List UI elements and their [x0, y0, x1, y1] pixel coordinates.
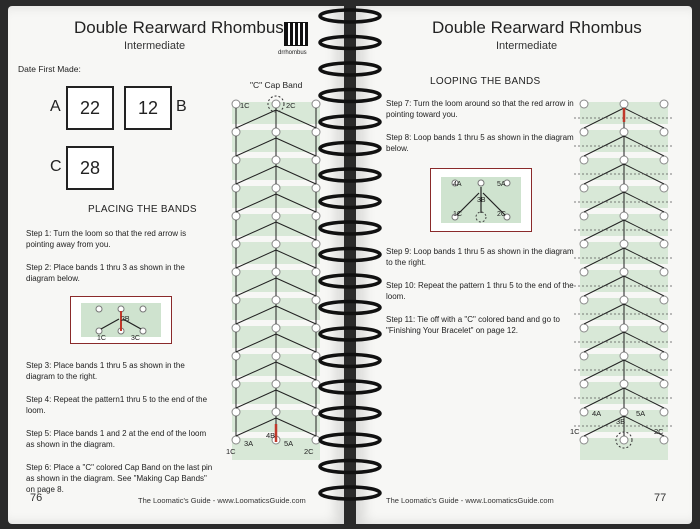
spiral-coil — [320, 143, 380, 155]
loom-peg — [620, 296, 628, 304]
loom-peg — [660, 296, 668, 304]
date-first-made-label: Date First Made: — [18, 64, 81, 74]
step-2-inset-diagram — [70, 296, 172, 344]
count-label-a: A — [50, 98, 61, 115]
diagram-bottom-label-2c: 2C — [304, 447, 314, 456]
step-8-inset-diagram — [430, 168, 532, 232]
loom-peg — [580, 380, 588, 388]
count-box-b: 12 — [124, 86, 172, 130]
loom-peg — [620, 352, 628, 360]
spiral-coil — [320, 90, 380, 102]
loom-peg — [620, 436, 628, 444]
inset-label-3b: 3B — [477, 197, 486, 204]
right-page — [356, 6, 692, 524]
loom-peg — [660, 268, 668, 276]
inset-label-2b: 2B — [121, 316, 130, 323]
step-6: Step 6: Place a "C" colored Cap Band on the last pin as shown in the diagram. See "Making Cap Bands" on page 8. — [26, 463, 213, 494]
diagram-bottom-label-3a: 3A — [244, 439, 254, 448]
loom-peg — [580, 296, 588, 304]
step-2: Step 2: Place bands 1 thru 3 as shown in the diagram below. — [26, 263, 185, 283]
loom-peg — [232, 436, 240, 444]
spiral-coil — [320, 222, 380, 234]
loom-peg — [660, 184, 668, 192]
inset-label-1c: 1C — [453, 211, 462, 218]
loom-peg — [232, 296, 240, 304]
spiral-coil — [320, 487, 380, 499]
loom-peg — [620, 324, 628, 332]
loom-peg — [232, 212, 240, 220]
loom-peg — [272, 128, 280, 136]
spiral-coil — [320, 63, 380, 75]
diagram-bottom-label-2c: 2C — [654, 427, 664, 436]
spiral-coil — [320, 169, 380, 181]
inset-label-2c: 2C — [497, 211, 506, 218]
count-label-c: C — [50, 158, 62, 175]
loom-peg — [660, 240, 668, 248]
loom-peg — [232, 268, 240, 276]
page-number: 77 — [654, 492, 667, 504]
loom-peg — [580, 324, 588, 332]
loom-peg — [272, 324, 280, 332]
loom-peg — [620, 240, 628, 248]
step-11: Step 11: Tie off with a "C" colored band and go to "Finishing Your Bracelet" on page 12. — [386, 315, 560, 335]
count-box-a: 22 — [66, 86, 114, 130]
inset-label-4a: 4A — [453, 181, 462, 188]
step-3: Step 3: Place bands 1 thru 5 as shown in the diagram to the right. — [26, 361, 185, 381]
loom-peg — [620, 100, 628, 108]
step-8: Step 8: Loop bands 1 thru 5 as shown in the diagram below. — [386, 133, 574, 153]
spiral-coil — [320, 275, 380, 287]
loom-peg — [232, 240, 240, 248]
inset-label-5a: 5A — [497, 181, 506, 188]
step-4: Step 4: Repeat the pattern1 thru 5 to the end of the loom. — [26, 395, 208, 415]
loom-peg — [272, 184, 280, 192]
spiral-binding — [316, 0, 384, 529]
loom-peg — [232, 184, 240, 192]
spiral-coil — [320, 196, 380, 208]
step-7: Step 7: Turn the loom around so that the red arrow in pointing toward you. — [386, 99, 574, 119]
placing-heading: PLACING THE BANDS — [88, 204, 197, 215]
loom-peg — [620, 128, 628, 136]
loom-peg — [660, 324, 668, 332]
spiral-coil — [320, 408, 380, 420]
loom-peg — [272, 408, 280, 416]
loom-peg — [580, 352, 588, 360]
difficulty-level: Intermediate — [124, 40, 186, 52]
page-footer: The Loomatic's Guide - www.LoomaticsGuide.com — [138, 496, 306, 505]
loom-peg — [580, 436, 588, 444]
step-1: Step 1: Turn the loom so that the red arrow is pointing away from you. — [26, 229, 187, 249]
loom-peg — [620, 408, 628, 416]
count-box-c: 28 — [66, 146, 114, 190]
loom-peg — [660, 212, 668, 220]
loom-peg — [580, 184, 588, 192]
spiral-coil — [320, 328, 380, 340]
loom-peg — [272, 156, 280, 164]
right-loom-diagram — [574, 92, 674, 472]
diagram-bottom-label-1c: 1C — [570, 427, 580, 436]
difficulty-level: Intermediate — [496, 40, 558, 52]
page-title: Double Rearward Rhombus — [432, 18, 642, 37]
loom-peg — [580, 128, 588, 136]
loom-peg — [272, 268, 280, 276]
loom-peg — [232, 156, 240, 164]
spiral-coil — [320, 249, 380, 261]
left-page — [8, 6, 344, 524]
loom-peg — [620, 380, 628, 388]
spiral-coil — [320, 434, 380, 446]
loom-peg — [580, 156, 588, 164]
diagram-bottom-label-4a: 4A — [592, 409, 602, 418]
loom-peg — [232, 128, 240, 136]
qr-code-icon — [284, 22, 308, 46]
loom-peg — [620, 156, 628, 164]
diagram-label-top-right: 2C — [286, 101, 296, 110]
loom-peg — [272, 296, 280, 304]
step-5: Step 5: Place bands 1 and 2 at the end of the loom as shown in the diagram. — [26, 429, 207, 449]
step-10: Step 10: Repeat the pattern 1 thru 5 to the end of the loom. — [386, 281, 574, 301]
loom-peg — [660, 436, 668, 444]
loom-peg — [580, 212, 588, 220]
spiral-coil — [320, 355, 380, 367]
diagram-bottom-label-5a: 5A — [636, 409, 646, 418]
loom-peg — [660, 408, 668, 416]
inset-label-1c: 1C — [97, 335, 106, 342]
diagram-bottom-label-4b: 4B — [266, 431, 276, 440]
loom-peg — [580, 240, 588, 248]
left-loom-diagram — [226, 92, 326, 472]
page-number: 76 — [30, 492, 43, 504]
loom-peg — [232, 324, 240, 332]
spiral-coil — [320, 381, 380, 393]
loom-peg — [620, 184, 628, 192]
diagram-bottom-label-5a: 5A — [284, 439, 294, 448]
loom-peg — [660, 380, 668, 388]
looping-heading: LOOPING THE BANDS — [430, 76, 541, 87]
loom-peg — [660, 156, 668, 164]
loom-peg — [232, 380, 240, 388]
loom-peg — [580, 408, 588, 416]
spiral-coil — [320, 461, 380, 473]
loom-peg — [232, 352, 240, 360]
loom-peg — [660, 352, 668, 360]
cap-band-label: "C" Cap Band — [250, 80, 303, 90]
loom-peg — [272, 380, 280, 388]
diagram-bottom-label-3b: 3B — [616, 417, 626, 426]
loom-peg — [580, 100, 588, 108]
loom-peg — [272, 240, 280, 248]
loom-peg — [272, 352, 280, 360]
page-title: Double Rearward Rhombus — [74, 18, 284, 37]
spiral-coil — [320, 37, 380, 49]
spiral-coil — [320, 302, 380, 314]
count-label-b: B — [176, 98, 187, 115]
spiral-coil — [320, 116, 380, 128]
loom-peg — [272, 100, 280, 108]
loom-peg — [660, 128, 668, 136]
step-9: Step 9: Loop bands 1 thru 5 as shown in the diagram to the right. — [386, 247, 574, 267]
diagram-label-top-left: 1C — [240, 101, 250, 110]
loom-peg — [660, 100, 668, 108]
page-footer: The Loomatic's Guide - www.LoomaticsGuide.com — [386, 496, 554, 505]
inset-label-3c: 3C — [131, 335, 140, 342]
loom-peg — [620, 268, 628, 276]
loom-peg — [620, 212, 628, 220]
loom-peg — [232, 100, 240, 108]
spiral-coil — [320, 10, 380, 22]
loom-peg — [580, 268, 588, 276]
loom-peg — [232, 408, 240, 416]
qr-caption: drrhombus — [278, 50, 307, 56]
diagram-bottom-label-1c: 1C — [226, 447, 236, 456]
loom-peg — [272, 212, 280, 220]
